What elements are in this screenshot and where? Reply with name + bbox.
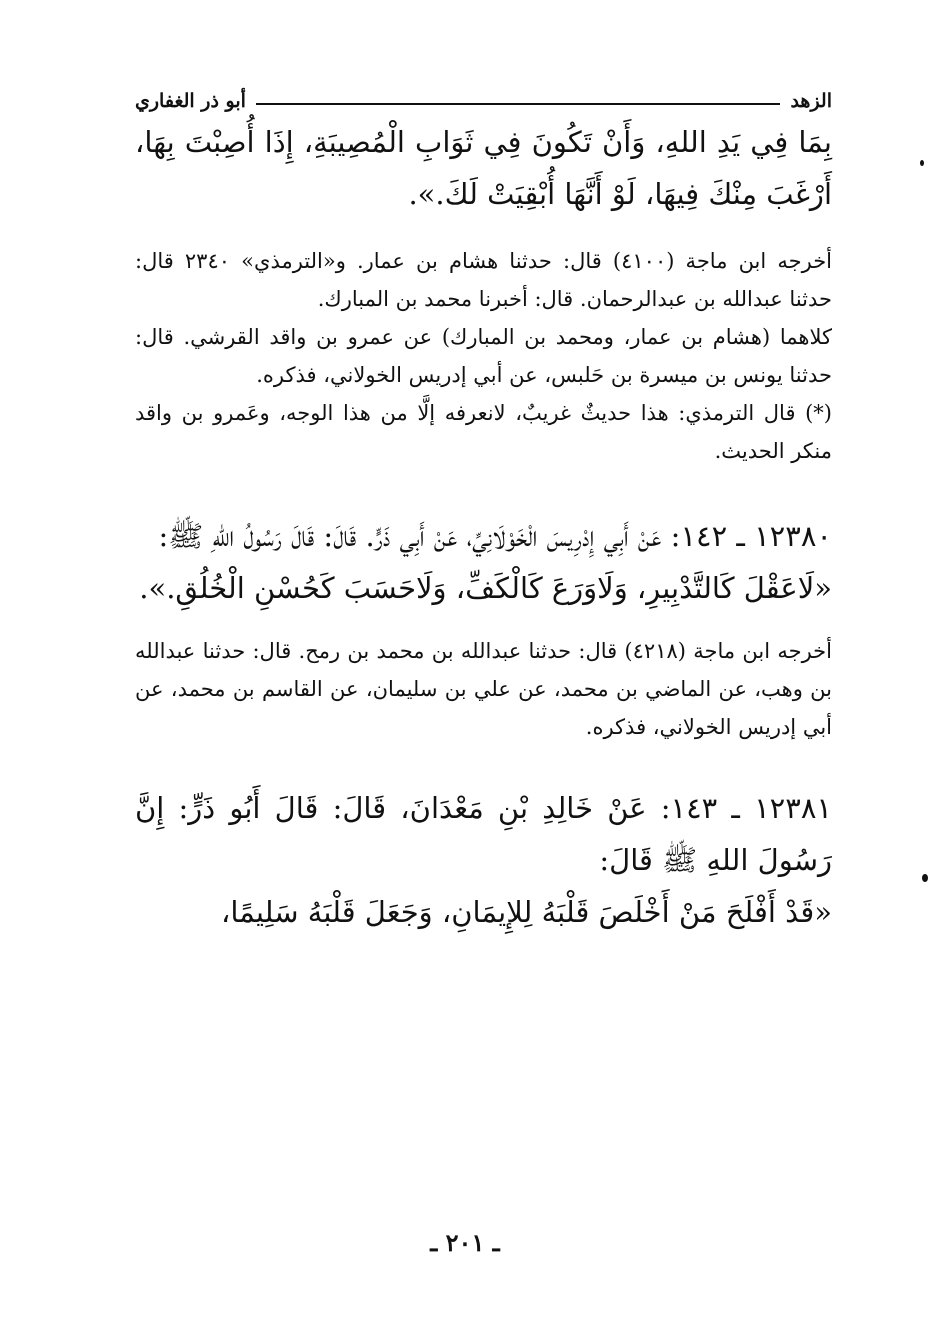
hadith-text-continued: بِمَا فِي يَدِ اللهِ، وَأَنْ تَكُونَ فِي ثَوَابِ الْمُصِيبَةِ، إِذَا أُصِبْتَ بِهَا، أَرْغَبَ مِنْكَ فِيهَا، لَوْ أَنَّهَا أُبْقِيَتْ لَكَ.». bbox=[135, 125, 832, 211]
scan-speck bbox=[920, 160, 924, 166]
tirmidhi-comment: (*) قال الترمذي: هذا حديثٌ غريبٌ، لانعرفه إلَّا من هذا الوجه، وعَمرو بن واقد منكر الحديث. bbox=[135, 401, 832, 463]
hadith-text: «لَاعَقْلَ كَالتَّدْبِيرِ، وَلَاوَرَعَ كَالْكَفِّ، وَلَاحَسَبَ كَحُسْنِ الْخُلُقِ.». bbox=[139, 571, 832, 605]
book-page bbox=[135, 82, 832, 1272]
scan-speck bbox=[922, 874, 928, 882]
page-number: ـ ٢٠١ ـ bbox=[430, 1228, 500, 1257]
header-book-title: الزهد bbox=[790, 90, 832, 112]
hadith-text: «قَدْ أَفْلَحَ مَنْ أَخْلَصَ قَلْبَهُ لِلإِيمَانِ، وَجَعَلَ قَلْبَهُ سَلِيمًا، bbox=[220, 895, 832, 929]
takhrij-note: أخرجه ابن ماجة (٤١٠٠) قال: حدثنا هشام بن عمار. و«الترمذي» ٢٣٤٠ قال: حدثنا عبدالله بن عبدالرحمان. قال: أخبرنا محمد بن المبارك. bbox=[135, 249, 833, 311]
hadith-isnad: ١٢٣٨٠ ـ ١٤٢: عَنْ أَبِي إِدْرِيسَ الْخَوْلَانِيِّ، عَنْ أَبِي ذَرٍّ. قَالَ: قَالَ رَسُولُ اللهِ ﷺ: bbox=[158, 519, 832, 553]
takhrij-note: أخرجه ابن ماجة (٤٢١٨) قال: حدثنا عبدالله بن محمد بن رمح. قال: حدثنا عبدالله بن وهب، عن الماضي بن محمد، عن علي بن سليمان، عن القاسم بن محمد، عن أبي إدريس الخولاني، فذكره. bbox=[135, 639, 832, 739]
running-header bbox=[135, 82, 832, 112]
header-chapter-title: أبو ذر الغفاري bbox=[135, 90, 246, 112]
hadith-isnad: ١٢٣٨١ ـ ١٤٣: عَنْ خَالِدِ بْنِ مَعْدَانَ، قَالَ: قَالَ أَبُو ذَرٍّ: إِنَّ رَسُولَ اللهِ ﷺ قَالَ: bbox=[135, 791, 832, 877]
takhrij-note: كلاهما (هشام بن عمار، ومحمد بن المبارك) عن عمرو بن واقد القرشي. قال: حدثنا يونس بن ميسرة بن حَلبس، عن أبي إدريس الخولاني، فذكره. bbox=[135, 325, 832, 387]
header-rule bbox=[256, 103, 781, 105]
